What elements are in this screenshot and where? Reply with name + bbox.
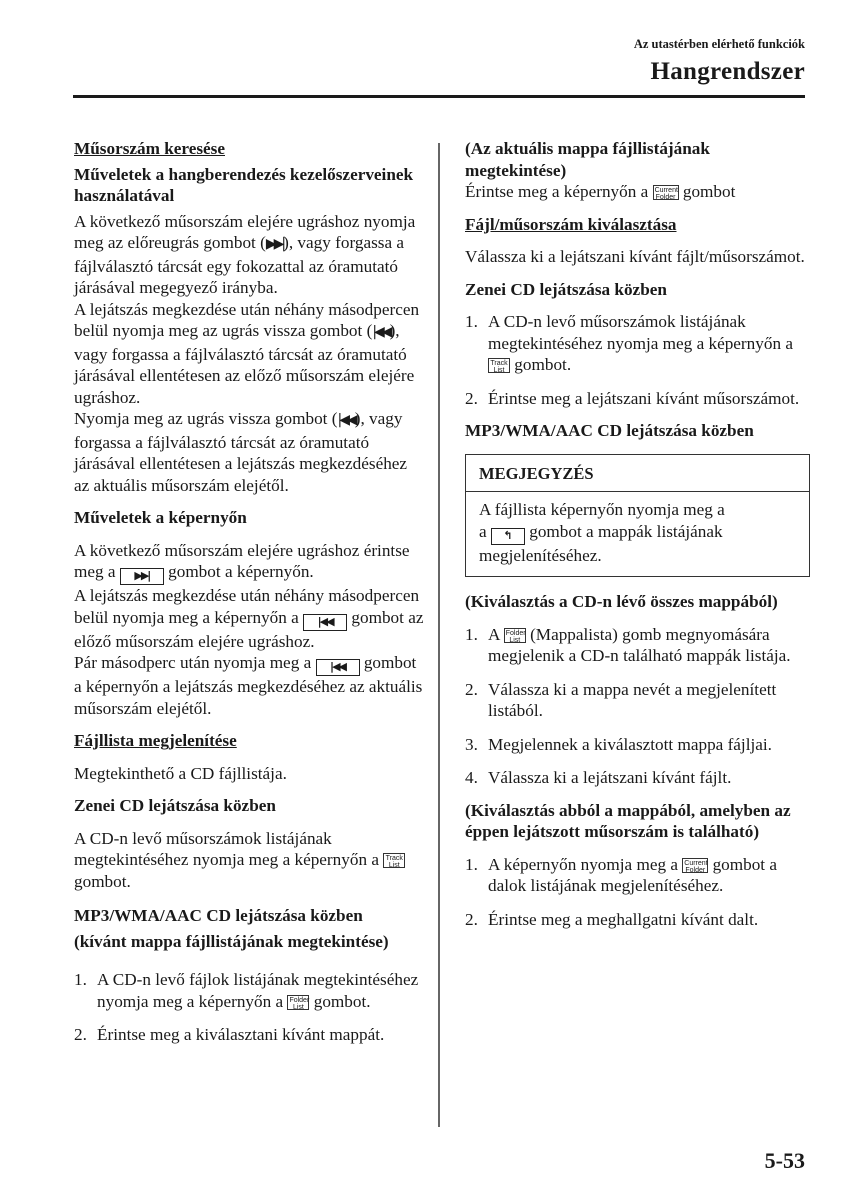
next-track-button-icon: ▶▶| xyxy=(120,568,164,585)
back-arrow-icon: ↰ xyxy=(491,528,525,545)
note-body: A fájllista képernyőn nyomja meg a a ↰ gombot a mappák listájának megjelenítéséhez. xyxy=(479,500,725,565)
right-steps-1 xyxy=(465,311,810,409)
paragraph-restart-track: Nyomja meg az ugrás vissza gombot (|◀◀), vagy forgassa a fájlválasztó tárcsát az óramutató járásával ellentétesen a lejátszás megkezdéséhez az aktuális műsorszám elejétől. xyxy=(74,409,408,495)
paragraph-music-cd: A CD-n levő műsorszámok listájának megtekintéséhez nyomja meg a képernyőn a Track List gombot. xyxy=(74,828,424,893)
prev-track-button-icon: |◀◀ xyxy=(303,614,347,631)
heading-folder-list: (kívánt mappa fájllistájának megtekintése) xyxy=(74,932,389,951)
list-item: 2. Érintse meg a kiválasztani kívánt mappát. xyxy=(74,1025,385,1044)
list-item: 1. A Folder List (Mappalista) gomb megnyomására megjelenik a CD-n található mappák listája. xyxy=(465,624,791,665)
section-label: Az utastérben elérhető funkciók xyxy=(633,37,805,51)
page-number: 5-53 xyxy=(764,1148,805,1173)
heading-track-search: Műsorszám keresése xyxy=(74,139,225,158)
heading-current-folder: (Az aktuális mappa fájllistájának megtekintése) xyxy=(465,139,710,180)
paragraph-screen-restart: Pár másodperc után nyomja meg a |◀◀ gombot a képernyőn a lejátszás megkezdéséhez az aktuális műsorszám elejétől. xyxy=(74,653,423,718)
heading-audio-controls: Műveletek a hangberendezés kezelőszerveinek használatával xyxy=(74,164,414,205)
left-column xyxy=(74,138,424,1046)
skip-back-icon: |◀◀ xyxy=(372,324,390,340)
header-rule xyxy=(73,95,805,98)
folder-list-icon: Folder List xyxy=(289,996,310,1011)
list-item: 2. Érintse meg a meghallgatni kívánt dalt. xyxy=(465,909,759,929)
folder-list-icon: Folder List xyxy=(505,629,526,644)
track-list-icon: Track List xyxy=(488,358,510,373)
heading-mp3-cd: MP3/WMA/AAC CD lejátszása közben xyxy=(465,421,754,440)
list-item: 1. A CD-n levő fájlok listájának megtekintéséhez nyomja meg a képernyőn a Folder List gombot. xyxy=(74,970,419,1011)
heading-music-cd: Zenei CD lejátszása közben xyxy=(465,279,667,299)
heading-file-list: Fájllista megjelenítése xyxy=(74,731,237,750)
left-steps xyxy=(74,969,424,1046)
list-item: 4. Válassza ki a lejátszani kívánt fájlt. xyxy=(465,768,732,787)
paragraph-current-folder: Érintse meg a képernyőn a Current Folder gombot xyxy=(465,182,736,201)
paragraph-screen-next: A következő műsorszám elejére ugráshoz érintse meg a ▶▶| gombot a képernyőn. xyxy=(74,540,424,586)
heading-screen-ops: Műveletek a képernyőn xyxy=(74,508,247,527)
current-folder-icon: Current Folder xyxy=(684,859,708,874)
column-divider xyxy=(438,143,440,1127)
list-item: 2. Érintse meg a lejátszani kívánt műsorszámot. xyxy=(465,388,800,408)
list-item: 1. A képernyőn nyomja meg a Current Folder gombot a dalok listájának megjelenítéséhez. xyxy=(465,854,778,895)
note-title: MEGJEGYZÉS xyxy=(466,455,809,493)
prev-track-button-icon: |◀◀ xyxy=(316,659,360,676)
heading-music-cd: Zenei CD lejátszása közben xyxy=(74,796,276,815)
list-item: 1. A CD-n levő műsorszámok listájának megtekintéséhez nyomja meg a képernyőn a Track List gombot. xyxy=(465,312,793,374)
page-title: Hangrendszer xyxy=(650,58,805,85)
right-steps-2 xyxy=(465,624,810,789)
paragraph-next-track: A következő műsorszám elejére ugráshoz nyomja meg az előreugrás gombot (▶▶|), vagy forgassa a fájlválasztó tárcsát egy fokozattal az óramutató járásával megegyező irányba. xyxy=(74,211,416,297)
right-column xyxy=(465,138,810,930)
skip-forward-icon: ▶▶| xyxy=(265,236,284,252)
skip-back-icon: |◀◀ xyxy=(337,412,355,428)
paragraph-file-select: Válassza ki a lejátszani kívánt fájlt/műsorszámot. xyxy=(465,247,805,266)
note-box xyxy=(465,454,810,578)
paragraph-screen-prev: A lejátszás megkezdése után néhány másodpercen belül nyomja meg a képernyőn a |◀◀ gombot az előző műsorszám elejére ugráshoz. xyxy=(74,586,424,651)
list-item: 2. Válassza ki a mappa nevét a megjelenített listából. xyxy=(465,679,777,720)
list-item: 3. Megjelennek a kiválasztott mappa fájljai. xyxy=(465,734,772,754)
heading-current-track-folder: (Kiválasztás abból a mappából, amelyben az éppen lejátszott műsorszám is található) xyxy=(465,800,791,841)
paragraph-file-list: Megtekinthető a CD fájllistája. xyxy=(74,763,287,783)
heading-file-select: Fájl/műsorszám kiválasztása xyxy=(465,214,677,234)
current-folder-icon: Current Folder xyxy=(654,187,678,201)
paragraph-prev-track: A lejátszás megkezdése után néhány másodpercen belül nyomja meg az ugrás vissza gombot (|◀◀), vagy forgassa a fájlválasztó tárcsát az óramutató járásával ellentétesen az előző műsorszám elejére ugráshoz. xyxy=(74,299,420,407)
heading-mp3-cd: MP3/WMA/AAC CD lejátszása közben xyxy=(74,906,363,925)
right-steps-3 xyxy=(465,854,810,931)
heading-all-folders: (Kiválasztás a CD-n lévő összes mappából) xyxy=(465,592,778,611)
track-list-icon: Track List xyxy=(383,853,405,868)
